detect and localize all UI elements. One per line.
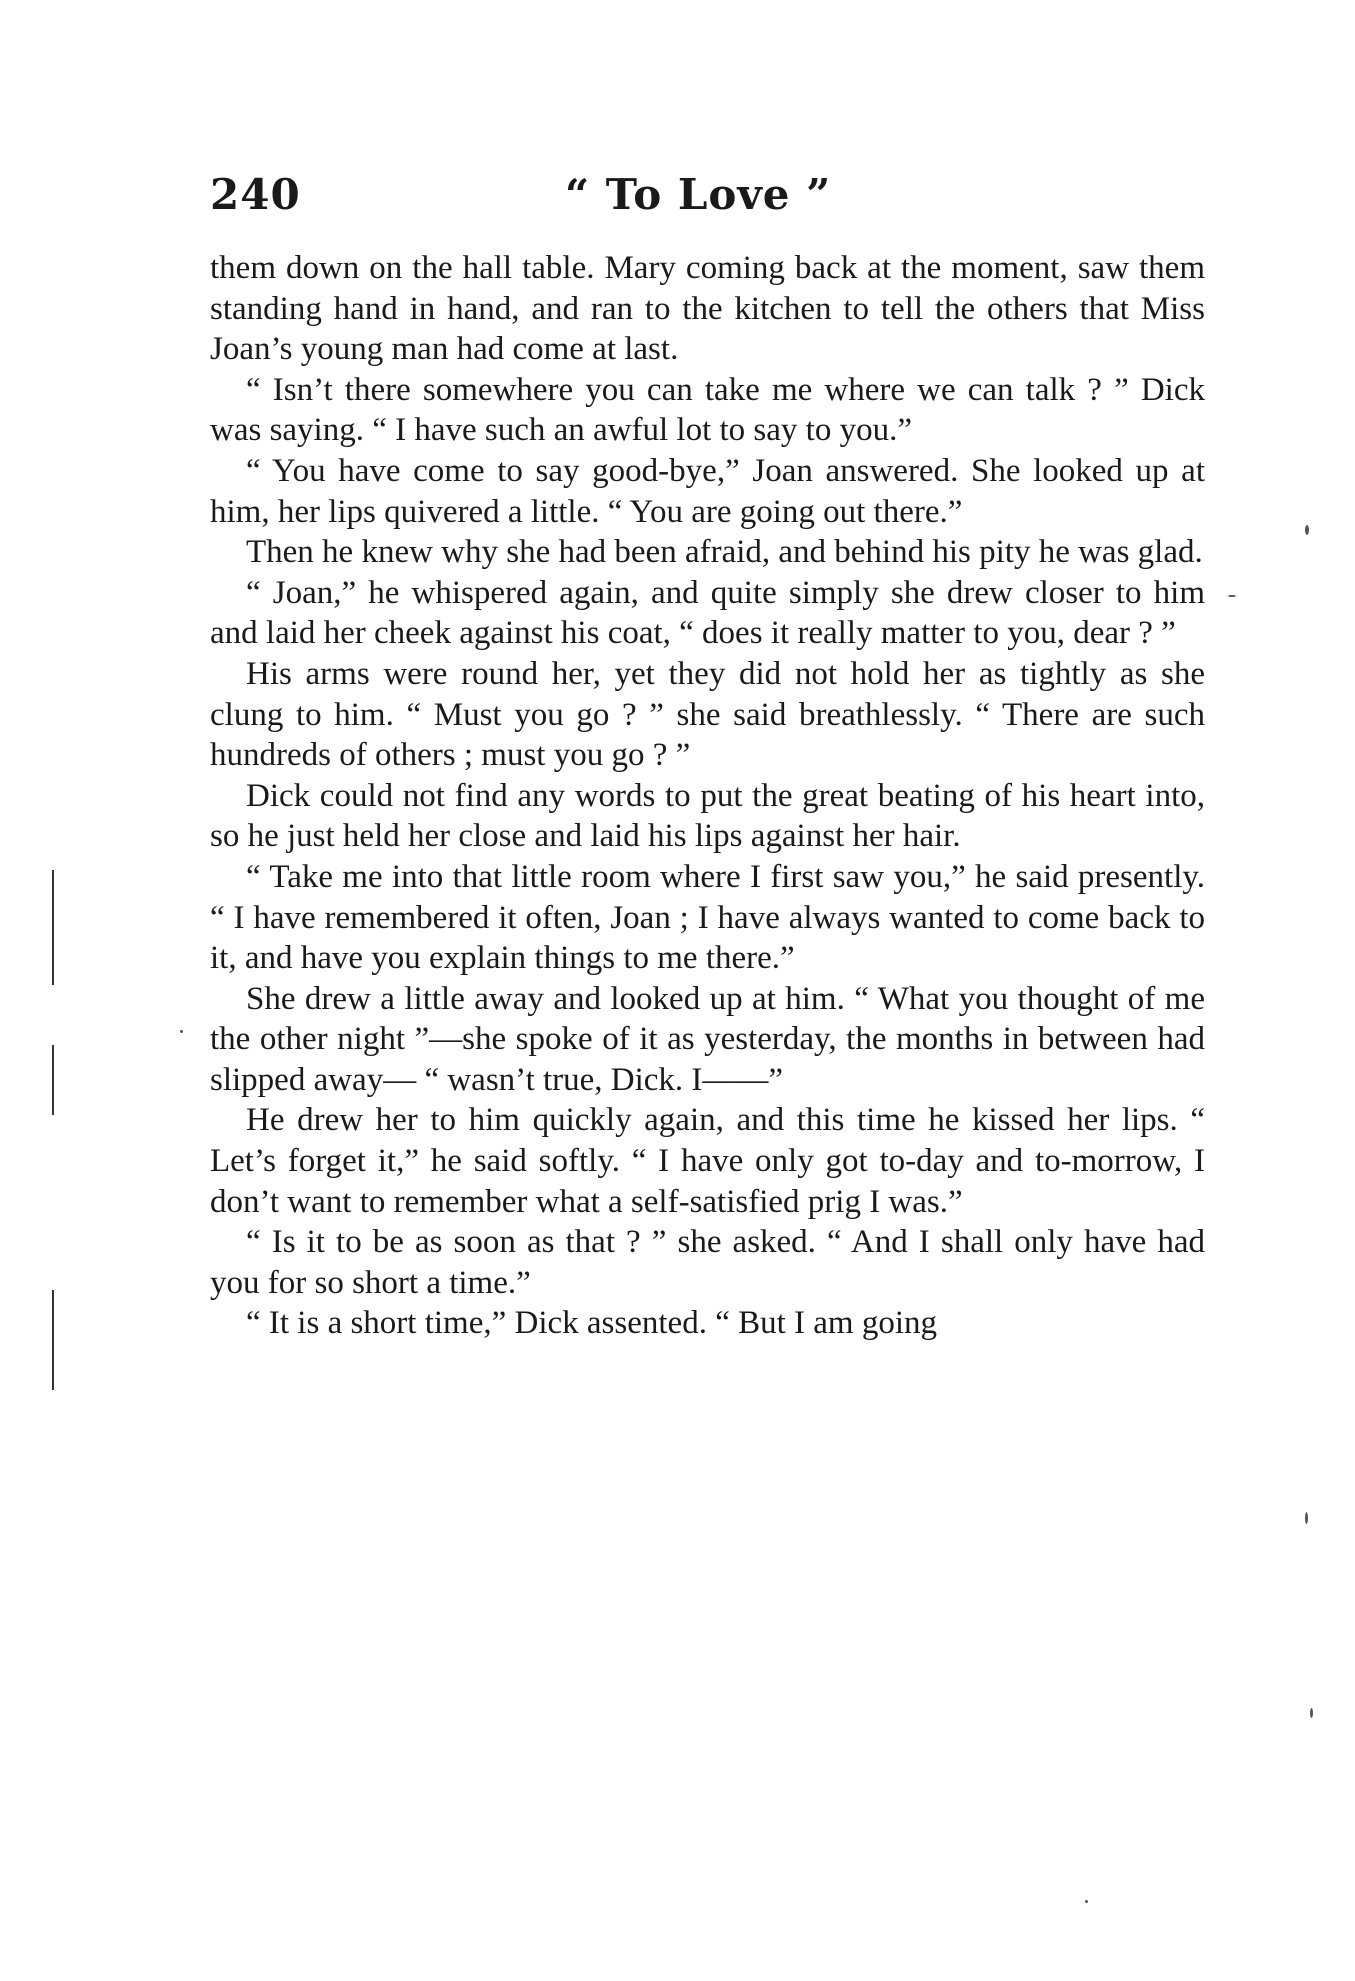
body-text <box>210 248 1205 1344</box>
speck <box>180 1030 183 1033</box>
page-number: 240 <box>210 170 301 219</box>
paragraph: His arms were round her, yet they did not hold her as tightly as she clung to him. “ Must you go ? ” she said breathlessly. “ There are such hundreds of others ; must you go ? ” <box>210 655 1205 774</box>
paragraph: “ Is it to be as soon as that ? ” she asked. “ And I shall only have had you for so short a time.” <box>210 1224 1205 1301</box>
paragraph: Dick could not find any words to put the great beating of his heart into, so he just held her close and laid his lips against her hair. <box>210 777 1205 855</box>
paragraph: “ Isn’t there somewhere you can take me where we can talk ? ” Dick was saying. “ I have such an awful lot to say to you.” <box>210 371 1205 449</box>
paragraph: “ You have come to say good-bye,” Joan answered. She looked up at him, her lips quivered a little. “ You are going out there.” <box>210 452 1205 530</box>
running-head <box>210 170 1205 230</box>
speck <box>1305 525 1309 535</box>
paragraph: them down on the hall table. Mary coming back at the moment, saw them standing hand in hand, and ran to the kitchen to tell the others that Miss Joan’s young man had come at last. <box>210 250 1205 368</box>
speck <box>1310 1708 1313 1718</box>
paragraph: “ Take me into that little room where I first saw you,” he said presently. “ I have remembered it often, Joan ; I have always wanted to come back to it, and have you explain things to me there.” <box>210 858 1205 977</box>
speck <box>1305 1512 1308 1524</box>
margin-mark <box>52 1045 54 1115</box>
paragraph: He drew her to him quickly again, and this time he kissed her lips. “ Let’s forget it,” he said softly. “ I have only got to-day and to-morrow, I don’t want to remember what a self-satisfied prig I was.” <box>210 1102 1205 1220</box>
paragraph: Then he knew why she had been afraid, and behind his pity he was glad. <box>246 534 1203 571</box>
paragraph: “ Joan,” he whispered again, and quite simply she drew closer to him and laid her cheek against his coat, “ does it really matter to you, dear ? ” <box>210 574 1205 652</box>
speck <box>1085 1900 1088 1903</box>
margin-mark <box>52 870 54 985</box>
paragraph: She drew a little away and looked up at him. “ What you thought of me the other night ”—she spoke of it as yesterday, the months in between had slipped away— “ wasn’t true, Dick. I——” <box>210 980 1205 1098</box>
paragraph: “ It is a short time,” Dick assented. “ But I am going <box>246 1305 938 1342</box>
speck <box>1228 595 1236 597</box>
chapter-title: “ To Love ” <box>565 170 832 219</box>
margin-mark <box>52 1290 54 1390</box>
